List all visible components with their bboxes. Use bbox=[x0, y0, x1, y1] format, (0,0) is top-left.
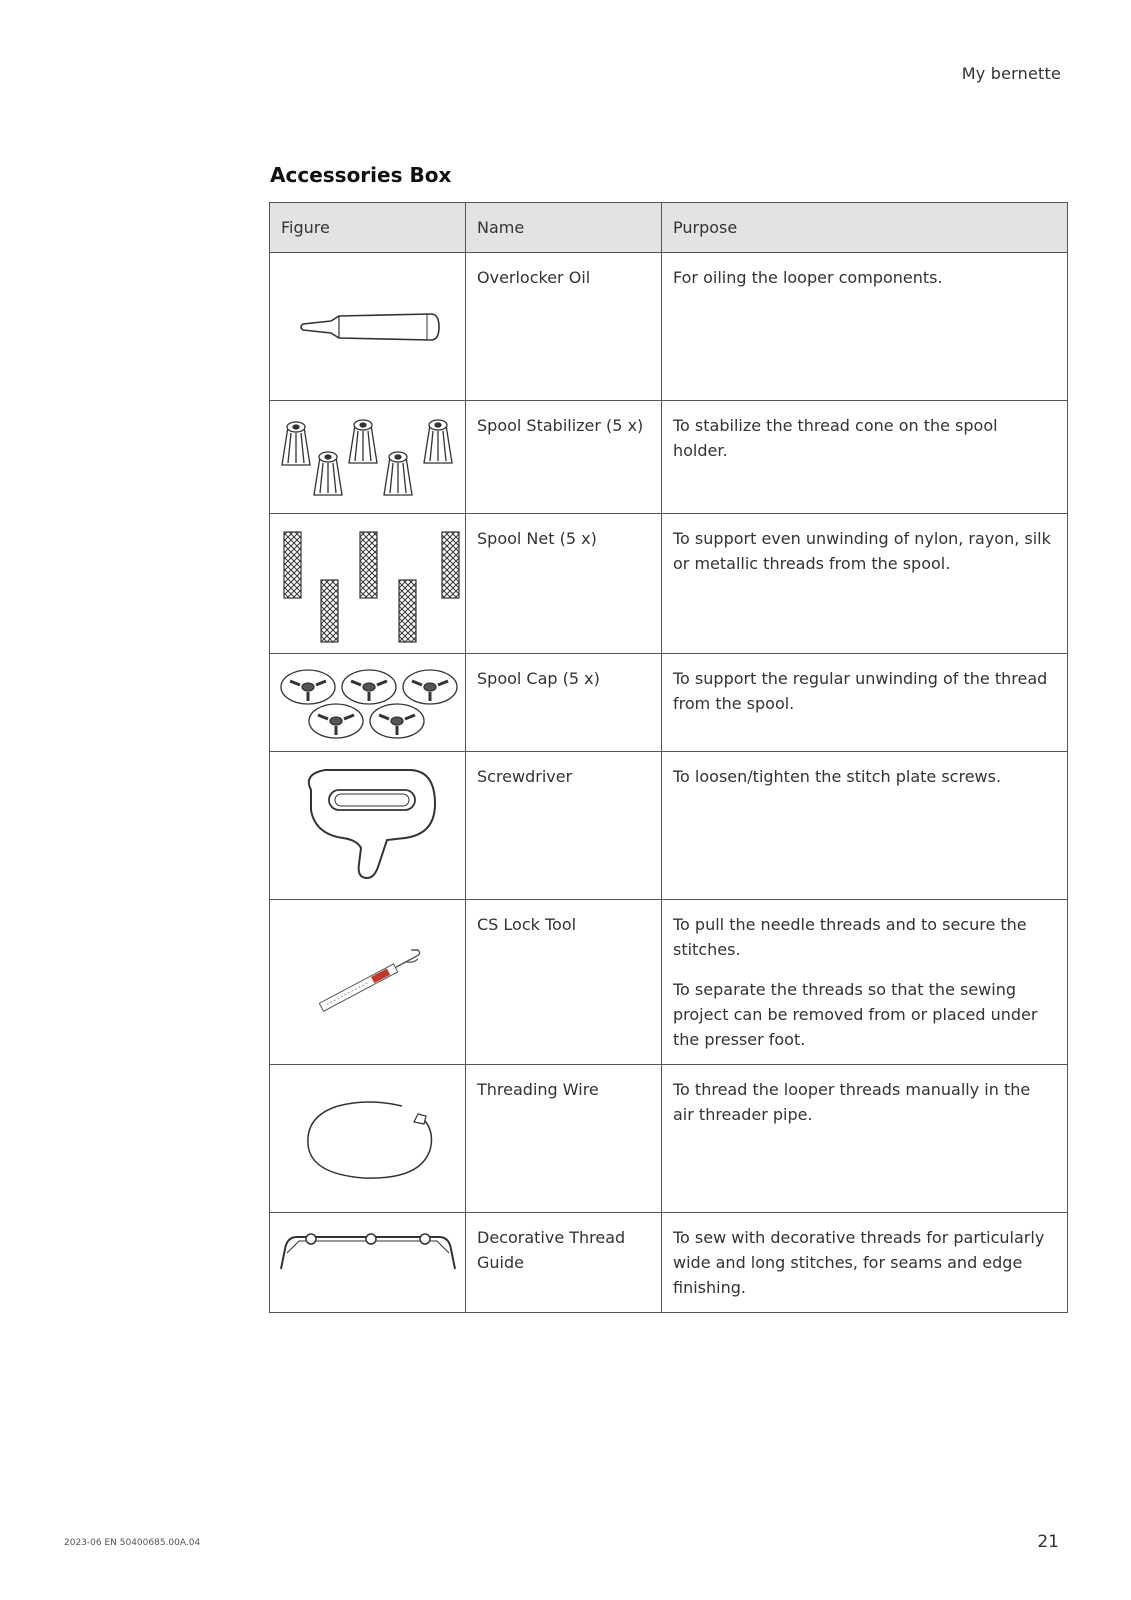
accessories-table bbox=[269, 202, 1068, 1313]
table-row bbox=[270, 752, 1068, 900]
purpose-cell: To support even unwinding of nylon, rayon, silk or metallic threads from the spool. bbox=[662, 514, 1068, 654]
column-header-purpose: Purpose bbox=[662, 203, 1068, 253]
figure-cell bbox=[270, 1065, 466, 1213]
document-code: 2023-06 EN 50400685.00A.04 bbox=[64, 1538, 201, 1548]
name-cell: Spool Cap (5 x) bbox=[466, 654, 662, 752]
column-header-figure: Figure bbox=[270, 203, 466, 253]
decorative-thread-guide-icon bbox=[273, 1223, 463, 1283]
threading-wire-icon bbox=[288, 1084, 448, 1194]
name-cell: Threading Wire bbox=[466, 1065, 662, 1213]
spool-net-icon bbox=[273, 522, 463, 646]
screwdriver-icon bbox=[293, 764, 443, 888]
purpose-cell: To loosen/tighten the stitch plate screws. bbox=[662, 752, 1068, 900]
figure-cell bbox=[270, 1213, 466, 1313]
purpose-cell: To sew with decorative threads for particularly wide and long stitches, for seams and edge finishing. bbox=[662, 1213, 1068, 1313]
purpose-cell: To thread the looper threads manually in the air threader pipe. bbox=[662, 1065, 1068, 1213]
name-cell: CS Lock Tool bbox=[466, 900, 662, 1065]
figure-cell bbox=[270, 514, 466, 654]
name-cell: Decorative Thread Guide bbox=[466, 1213, 662, 1313]
figure-cell bbox=[270, 253, 466, 401]
table-row bbox=[270, 1065, 1068, 1213]
table-row bbox=[270, 253, 1068, 401]
table-row bbox=[270, 401, 1068, 514]
name-cell: Screwdriver bbox=[466, 752, 662, 900]
section-title: Accessories Box bbox=[270, 163, 452, 187]
figure-cell bbox=[270, 654, 466, 752]
figure-cell bbox=[270, 900, 466, 1065]
header-brand: My bernette bbox=[961, 64, 1061, 83]
spool-cap-icon bbox=[273, 661, 463, 745]
page-number: 21 bbox=[1037, 1532, 1059, 1552]
purpose-cell: To support the regular unwinding of the thread from the spool. bbox=[662, 654, 1068, 752]
figure-cell bbox=[270, 401, 466, 514]
cs-lock-tool-icon bbox=[293, 937, 443, 1027]
name-cell: Overlocker Oil bbox=[466, 253, 662, 401]
table-row bbox=[270, 654, 1068, 752]
purpose-cell: For oiling the looper components. bbox=[662, 253, 1068, 401]
table-row bbox=[270, 1213, 1068, 1313]
figure-cell bbox=[270, 752, 466, 900]
table-row bbox=[270, 514, 1068, 654]
oil-bottle-icon bbox=[283, 297, 453, 357]
table-row bbox=[270, 900, 1068, 1065]
name-cell: Spool Net (5 x) bbox=[466, 514, 662, 654]
table-header-row bbox=[270, 203, 1068, 253]
column-header-name: Name bbox=[466, 203, 662, 253]
spool-stabilizer-icon bbox=[273, 407, 463, 507]
purpose-cell: To stabilize the thread cone on the spool holder. bbox=[662, 401, 1068, 514]
purpose-cell: To pull the needle threads and to secure the stitches. To separate the threads so that the sewing project can be removed from or placed under the presser foot. bbox=[662, 900, 1068, 1065]
name-cell: Spool Stabilizer (5 x) bbox=[466, 401, 662, 514]
